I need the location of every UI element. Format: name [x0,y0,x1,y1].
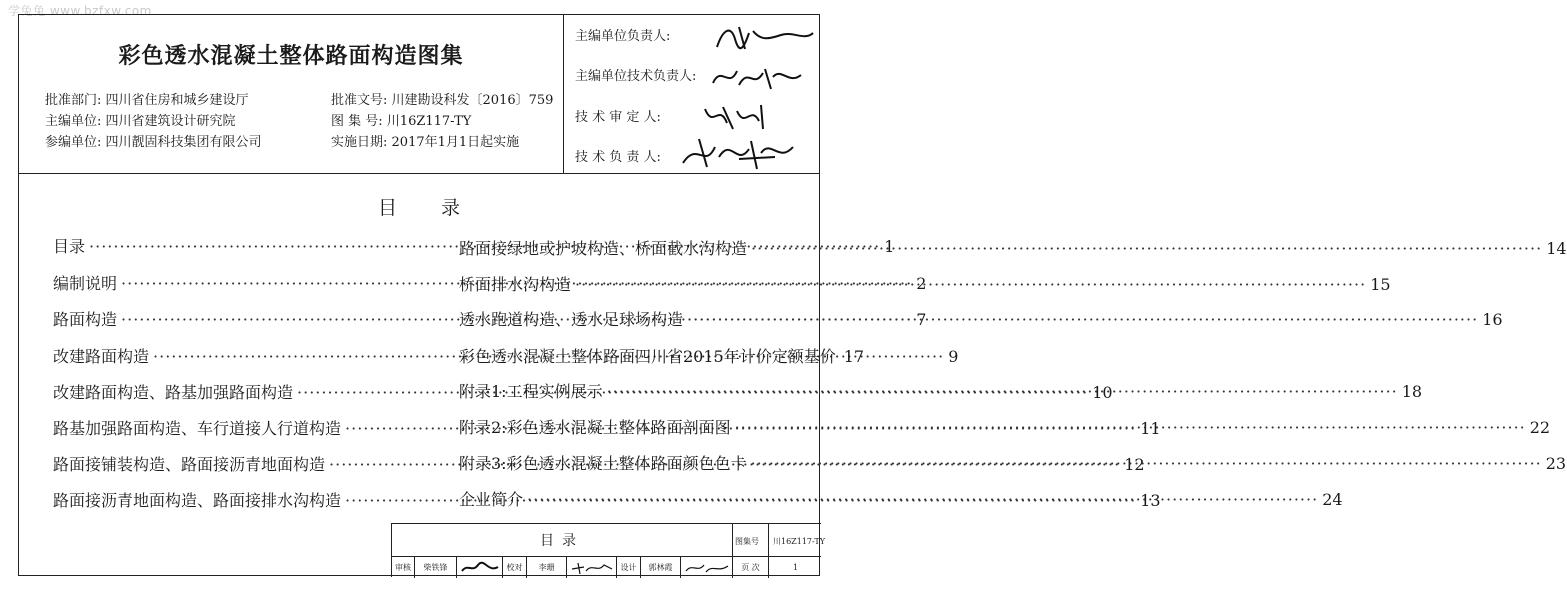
role-technical-lead: 技 术 负 责 人: [575,150,661,165]
atlas-no-label: 图集号 [735,537,759,546]
cell-page-no: 1 [768,557,822,578]
watermark: 学兔兔 www.bzfxw.com [8,4,152,18]
title-block [391,523,826,577]
signature-image [709,59,809,95]
cell-check-label: 校对 [502,557,526,578]
toc-entry[interactable]: 路面接绿地或护坡构造、桥面截水沟构造 ····· 14 [459,236,798,259]
header-divider-horizontal [19,173,819,174]
meta-chief-unit: 主编单位: 四川省建筑设计研究院 [45,114,236,129]
meta-approval-no: 批准文号: 川建勘设科发〔2016〕759 [331,93,554,108]
cell-checker-name: 李珊 [526,557,566,578]
cell-designer-name: 郭林霞 [640,557,680,578]
signature-image [570,561,614,575]
header-divider-vertical [563,15,564,173]
meta-atlas-no: 图 集 号: 川16Z117-TY [331,114,472,129]
signature-image [684,561,730,575]
role-chief-unit-head: 主编单位负责人: [575,29,671,44]
toc-entry[interactable]: 编制说明 ····· 2 [53,271,389,294]
drawing-frame [18,14,1567,576]
meta-participating-unit: 参编单位: 四川靓固科技集团有限公司 [45,135,262,150]
cell-designer-signature [680,557,732,578]
toc-entry[interactable]: 路面接铺装构造、路面接沥青地面构造 ····· 12 [53,452,393,475]
signature-image [460,561,500,575]
toc-heading: 目录 [377,197,504,219]
toc-entry[interactable]: 目录 ····· 1 [53,234,389,257]
left-meta [45,90,262,153]
signature-image [699,99,779,135]
toc-entry[interactable]: 附录3:彩色透水混凝土整体路面颜色色卡 ····· 23 [459,451,798,474]
role-chief-tech-head: 主编单位技术负责人: [575,69,697,84]
cell-review-label: 审核 [395,563,411,572]
toc-entry[interactable]: 桥面排水沟构造 ····· 15 [459,272,798,295]
toc-entry[interactable]: 彩色透水混凝土整体路面四川省2015年计价定额基价 17 [459,347,865,366]
cell-design-label: 设计 [616,557,640,578]
toc-entry[interactable]: 改建路面构造 ····· 9 [53,344,389,367]
cell-reviewer-name: 柴铁锋 [414,557,456,578]
atlas-title: 彩色透水混凝土整体路面构造图集 [118,44,464,69]
title-block-name: 目录 [540,533,584,549]
signature-image [679,133,799,173]
role-technical-reviewer: 技 术 审 定 人: [575,110,661,125]
toc-entry[interactable]: 路基加强路面构造、车行道接人行道构造 ····· 11 [53,416,393,439]
right-meta [331,90,553,153]
toc-entry[interactable]: 附录2:彩色透水混凝土整体路面剖面图 ····· 22 [459,415,798,438]
meta-effective-date: 实施日期: 2017年1月1日起实施 [331,135,520,150]
toc-entry[interactable]: 改建路面构造、路基加强路面构造 ····· 10 [53,380,393,403]
toc-entry[interactable]: 路面接沥青地面构造、路面接排水沟构造 ····· 13 [53,488,393,511]
atlas-no-value: 川16Z117-TY [773,537,826,546]
cell-checker-signature [566,557,616,578]
toc-entry[interactable]: 附录1:工程实例展示 ····· 18 [459,379,798,402]
signature-image [709,19,819,59]
toc-entry[interactable]: 企业简介 ····· 24 [459,487,798,510]
toc-entry[interactable]: 路面构造 ····· 7 [53,307,389,330]
cell-page-label: 页 次 [732,557,768,578]
cell-reviewer-signature [456,557,502,578]
toc-entry[interactable]: 透水跑道构造、透水足球场构造 ····· 16 [459,307,798,330]
meta-approval-dept: 批准部门: 四川省住房和城乡建设厅 [45,93,249,108]
